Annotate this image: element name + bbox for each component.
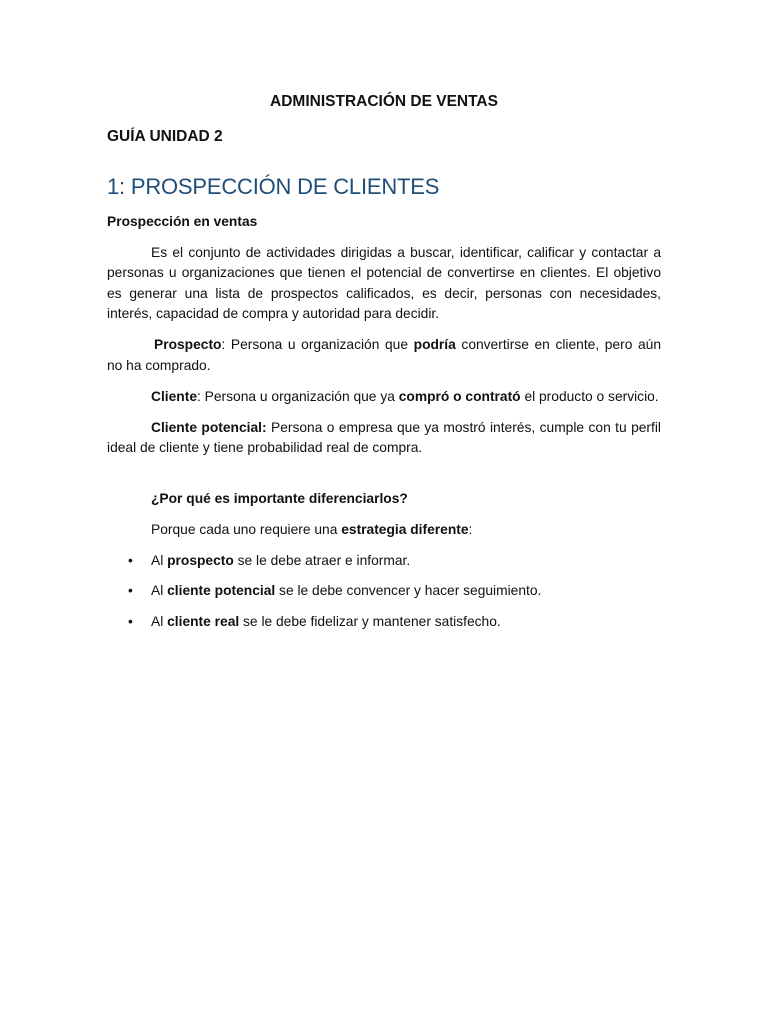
cliente-emphasis: compró o contrató: [398, 388, 521, 404]
prospecto-definition: [107, 335, 661, 376]
list-item: [107, 612, 661, 633]
intro-text-a: Porque cada uno requiere una: [151, 522, 342, 537]
cliente-text-a: : Persona u organización que ya: [197, 388, 399, 404]
question-heading: ¿Por qué es importante diferenciarlos?: [151, 491, 408, 506]
list-item-post: se le debe fidelizar y mantener satisfecho.: [239, 614, 501, 630]
document-body: [107, 212, 661, 643]
definition-paragraph: Es el conjunto de actividades dirigidas a buscar, identificar, calificar y contactar a personas u organizaciones que tienen el potencial de convertirse en clientes. El objetivo es generar una lista de prospectos calificados, es decir, personas con necesidades, interés, capacidad de compra y autoridad para decidir.: [107, 244, 661, 321]
prospecto-text-b: convertirse en cliente, pero aún no ha comprado.: [107, 337, 661, 373]
list-item-bold: cliente potencial: [167, 583, 276, 599]
cliente-potencial-term: Cliente potencial:: [151, 419, 267, 435]
list-item-bold: cliente real: [167, 614, 240, 630]
bullet-icon: •: [128, 614, 133, 630]
prospecto-text-a: : Persona u organización que: [221, 337, 414, 352]
list-item-post: se le debe convencer y hacer seguimiento.: [275, 583, 542, 599]
strategy-intro: [151, 520, 661, 541]
list-item-bold: prospecto: [167, 552, 234, 568]
list-item-pre: Al: [151, 552, 168, 568]
intro-emphasis: estrategia diferente: [341, 522, 469, 537]
list-item-pre: Al: [151, 614, 168, 630]
spacer: [107, 469, 661, 489]
list-item-post: se le debe atraer e informar.: [233, 552, 411, 568]
list-item: [107, 581, 661, 602]
subheading: Prospección en ventas: [107, 214, 258, 229]
list-item: [107, 551, 661, 572]
section-heading: 1: PROSPECCIÓN DE CLIENTES: [107, 174, 440, 199]
list-item-pre: Al: [151, 583, 168, 599]
cliente-definition: [107, 387, 661, 408]
cliente-potencial-text: Persona o empresa que ya mostró interés, cumple con tu perfil ideal de cliente y tiene probabilidad real de compra.: [107, 419, 661, 455]
cliente-potencial-definition: [107, 418, 661, 459]
bullet-icon: •: [128, 583, 133, 599]
prospecto-term: Prospecto: [154, 337, 222, 352]
cliente-term: Cliente: [151, 388, 197, 404]
prospecto-emphasis: podría: [413, 337, 456, 352]
unit-title: GUÍA UNIDAD 2: [107, 128, 223, 145]
intro-text-b: :: [468, 522, 473, 537]
document-title: ADMINISTRACIÓN DE VENTAS: [270, 93, 498, 110]
cliente-text-b: el producto o servicio.: [520, 388, 659, 404]
bullet-icon: •: [128, 552, 133, 568]
strategy-list: [107, 551, 661, 633]
